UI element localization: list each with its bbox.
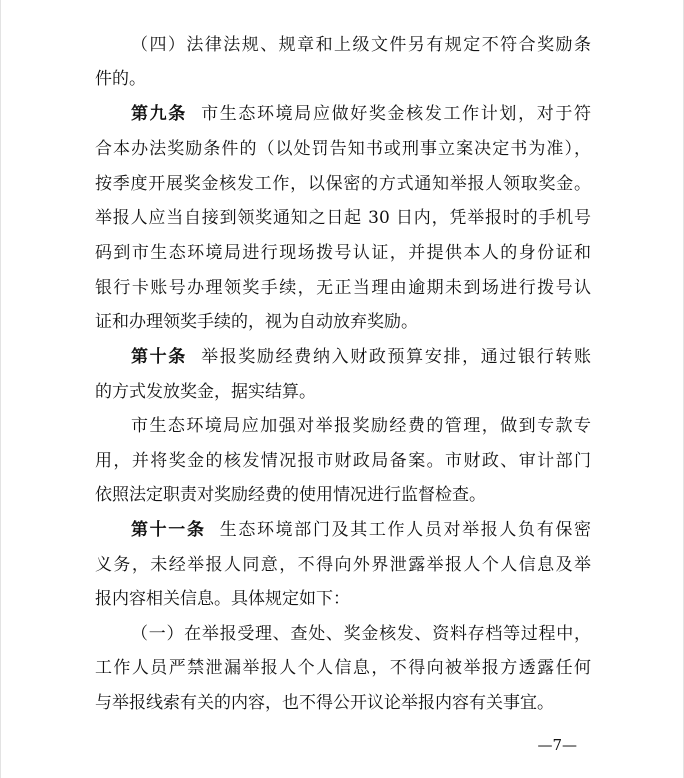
article-11-line: 第十一条 生态环境部门及其工作人员对举报人负有保密 — [131, 520, 592, 540]
page-number: —7— — [537, 736, 577, 754]
text-line: 件的。 — [95, 69, 146, 89]
text-line: 银行卡账号办理领奖手续，无正当理由逾期未到场进行拨号认 — [95, 278, 591, 298]
text-line: 依照法定职责对奖励经费的使用情况进行监督检查。 — [95, 485, 486, 505]
article-heading: 第十一条 — [131, 520, 206, 540]
text-line: 举报人应当自接到领奖通知之日起 30 日内，凭举报时的手机号 — [95, 208, 591, 228]
text-line: 码到市生态环境局进行现场拨号认证，并提供本人的身份证和 — [95, 243, 591, 263]
text-line: 用，并将奖金的核发情况报市财政局备案。市财政、审计部门 — [95, 451, 591, 471]
article-9-line: 第九条 市生态环境局应做好奖金核发工作计划，对于符 — [131, 104, 592, 124]
text-line: （一）在举报受理、查处、奖金核发、资料存档等过程中， — [131, 624, 591, 644]
text-line: （四）法律法规、规章和上级文件另有规定不符合奖励条 — [131, 35, 591, 55]
text-line: 合本办法奖励条件的（以处罚告知书或刑事立案决定书为准）， — [95, 139, 591, 159]
text-line: 义务，未经举报人同意，不得向外界泄露举报人个人信息及举 — [95, 555, 591, 575]
text-line: 报内容相关信息。具体规定如下： — [95, 589, 350, 609]
text-line: 与举报线索有关的内容，也不得公开议论举报内容有关事宜。 — [95, 693, 554, 713]
text-line: 证和办理领奖手续的，视为自动放弃奖励。 — [95, 312, 418, 332]
text-line: 按季度开展奖金核发工作，以保密的方式通知举报人领取奖金。 — [95, 174, 591, 194]
text-line: 市生态环境局应加强对举报奖励经费的管理，做到专款专 — [131, 416, 591, 436]
article-10-line: 第十条 举报奖励经费纳入财政预算安排，通过银行转账 — [131, 347, 592, 367]
text-line: 的方式发放奖金，据实结算。 — [95, 382, 316, 402]
article-heading: 第十条 — [131, 347, 187, 367]
article-heading: 第九条 — [131, 104, 187, 124]
text-line: 工作人员严禁泄漏举报人个人信息，不得向被举报方透露任何 — [95, 658, 591, 678]
